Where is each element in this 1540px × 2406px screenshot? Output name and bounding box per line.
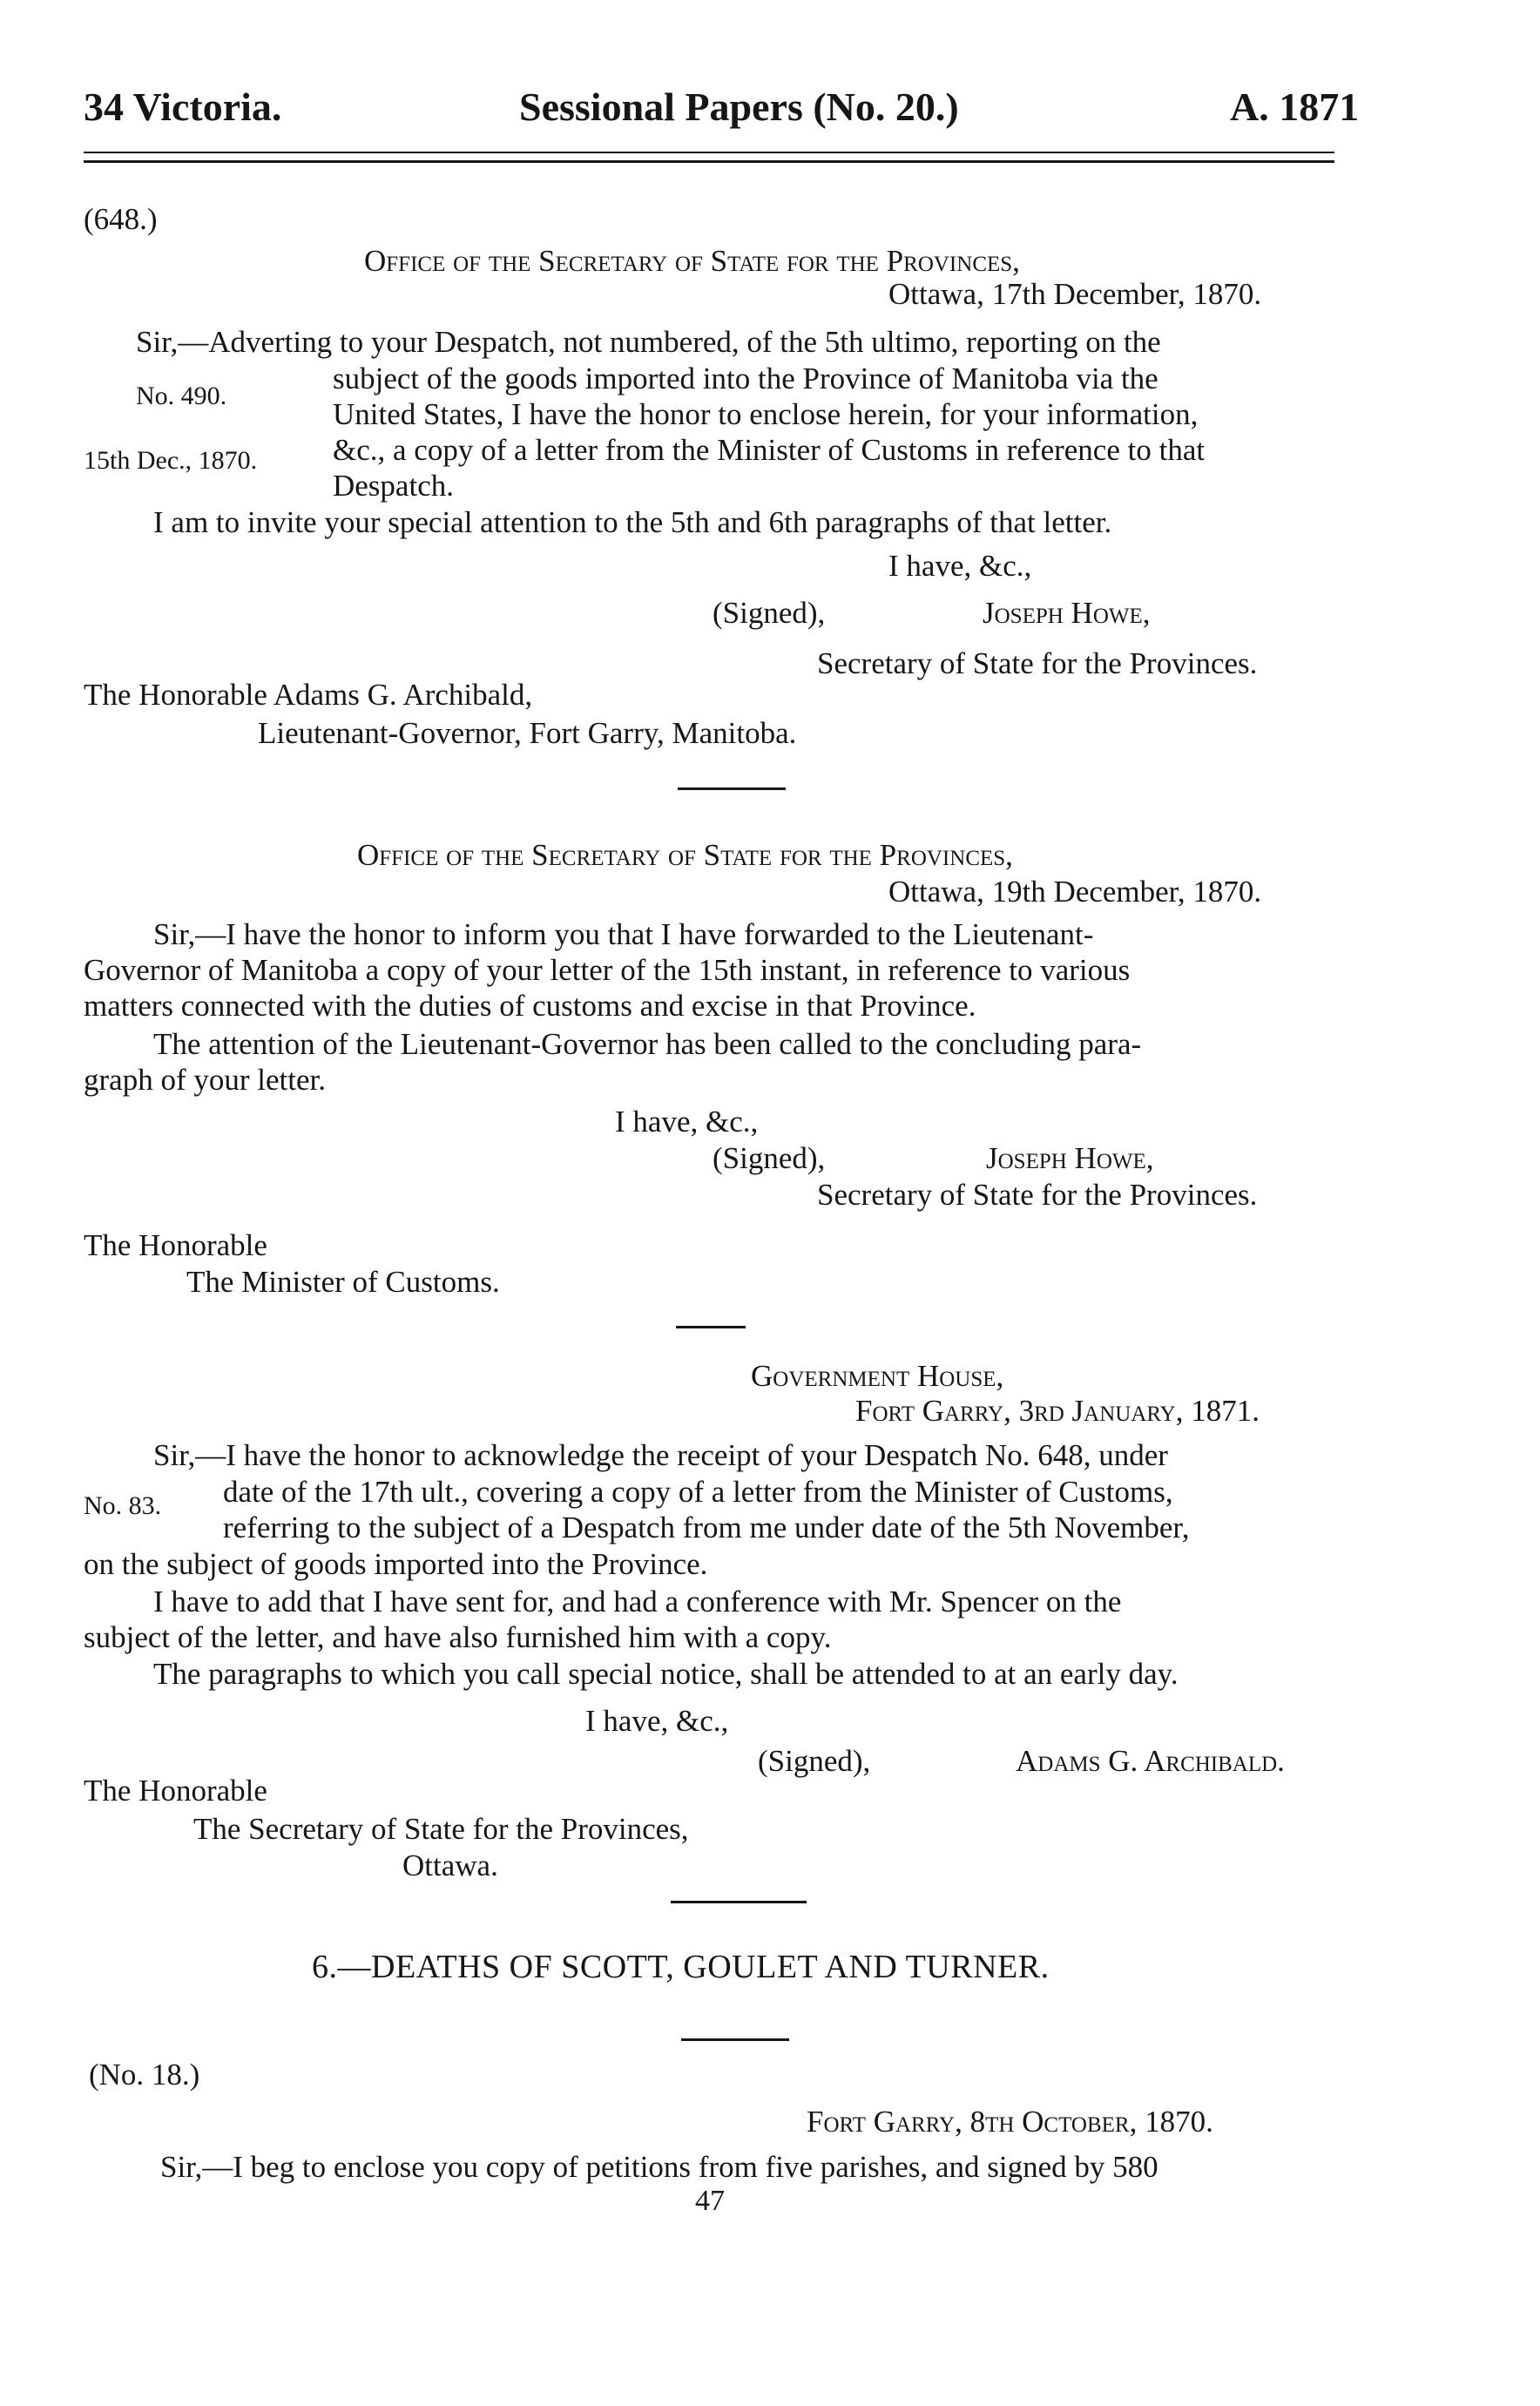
letter1-signed: (Signed), (713, 596, 826, 630)
letter3-para2: I have to add that I have sent for, and had a conference with Mr. Spencer on the subject of the letter, and have also furnished him with a copy. (84, 1585, 1122, 1654)
letter3-margin-number: No. 83. (84, 1491, 162, 1520)
header-session: 34 Victoria. (84, 84, 282, 129)
letter1-office: Office of the Secretary of State for the Provinces, (364, 244, 1020, 278)
letter3-office: Government House, (751, 1359, 1004, 1393)
letter1-margin-date: 15th Dec., 1870. (84, 446, 258, 475)
separator (678, 787, 786, 790)
letter1-signer-title: Secretary of State for the Provinces. (817, 646, 1258, 680)
letter2-signer: Joseph Howe, (986, 1141, 1154, 1175)
letter3-addressee-3: Ottawa. (402, 1848, 498, 1882)
letter3-closing: I have, &c., (585, 1704, 729, 1738)
letter3-addressee-2: The Secretary of State for the Provinces, (193, 1812, 689, 1846)
letter3-para3: The paragraphs to which you call special notice, shall be attended to at an early day. (153, 1657, 1179, 1691)
letter1-addressee-2: Lieutenant-Governor, Fort Garry, Manitoba. (258, 716, 797, 750)
separator (681, 2038, 789, 2041)
letter2-addressee-1: The Honorable (84, 1228, 267, 1262)
letter3-para1-body: date of the 17th ult., covering a copy of a letter from the Minister of Customs, referring to the subject of a Despatch from me under date of the 5th November, (223, 1475, 1190, 1544)
letter1-margin-number: No. 490. (136, 382, 227, 410)
letter1-number: (648.) (84, 202, 158, 236)
letter4-para1: Sir,—I beg to enclose you copy of petitions from five parishes, and signed by 580 (160, 2150, 1158, 2184)
letter2-para2: The attention of the Lieutenant-Governor has been called to the concluding para- graph of your letter. (84, 1027, 1142, 1097)
letter1-para1-line1: Sir,—Adverting to your Despatch, not numbered, of the 5th ultimo, reporting on the (136, 325, 1161, 359)
letter1-closing: I have, &c., (888, 549, 1032, 583)
separator (676, 1326, 746, 1328)
letter3-addressee-1: The Honorable (84, 1774, 267, 1808)
separator (671, 1901, 807, 1903)
letter4-number: (No. 18.) (89, 2058, 200, 2092)
letter2-signer-title: Secretary of State for the Provinces. (817, 1178, 1258, 1212)
letter2-office: Office of the Secretary of State for the Provinces, (357, 838, 1013, 872)
letter2-addressee-2: The Minister of Customs. (186, 1265, 500, 1299)
header-rule-bottom (84, 160, 1334, 163)
letter2-place-date: Ottawa, 19th December, 1870. (888, 875, 1262, 909)
section-heading: 6.—DEATHS OF SCOTT, GOULET AND TURNER. (312, 1949, 1050, 1985)
letter1-para2: I am to invite your special attention to the 5th and 6th paragraphs of that letter. (153, 505, 1112, 539)
letter2-signed: (Signed), (713, 1141, 826, 1175)
header-year: A. 1871 (1230, 84, 1360, 129)
header-title: Sessional Papers (No. 20.) (519, 84, 959, 129)
letter1-place-date: Ottawa, 17th December, 1870. (888, 277, 1262, 311)
letter2-para1: Sir,—I have the honor to inform you that I have forwarded to the Lieutenant- Governor of Manitoba a copy of your letter of the 15th instant, in reference to various matters connected with the duties of customs and excise in that Province. (84, 917, 1131, 1023)
letter1-signer: Joseph Howe, (983, 596, 1151, 630)
letter3-signed: (Signed), (758, 1744, 871, 1778)
letter4-place-date: Fort Garry, 8th October, 1870. (807, 2105, 1213, 2139)
letter3-para1-last: on the subject of goods imported into the Province. (84, 1547, 708, 1581)
letter3-para1-line1: Sir,—I have the honor to acknowledge the receipt of your Despatch No. 648, under (153, 1438, 1168, 1472)
page-number: 47 (695, 2185, 725, 2217)
letter2-closing: I have, &c., (615, 1105, 759, 1139)
letter1-para1-body: subject of the goods imported into the Province of Manitoba via the United States, I have the honor to enclose herein, for your information, &c., a copy of a letter from the Minister of Customs in reference to that Despatch. (333, 362, 1206, 503)
letter3-signer: Adams G. Archibald. (1016, 1744, 1285, 1778)
letter3-place-date: Fort Garry, 3rd January, 1871. (855, 1394, 1260, 1428)
letter1-addressee-1: The Honorable Adams G. Archibald, (84, 678, 533, 712)
header-rule-top (84, 152, 1334, 153)
